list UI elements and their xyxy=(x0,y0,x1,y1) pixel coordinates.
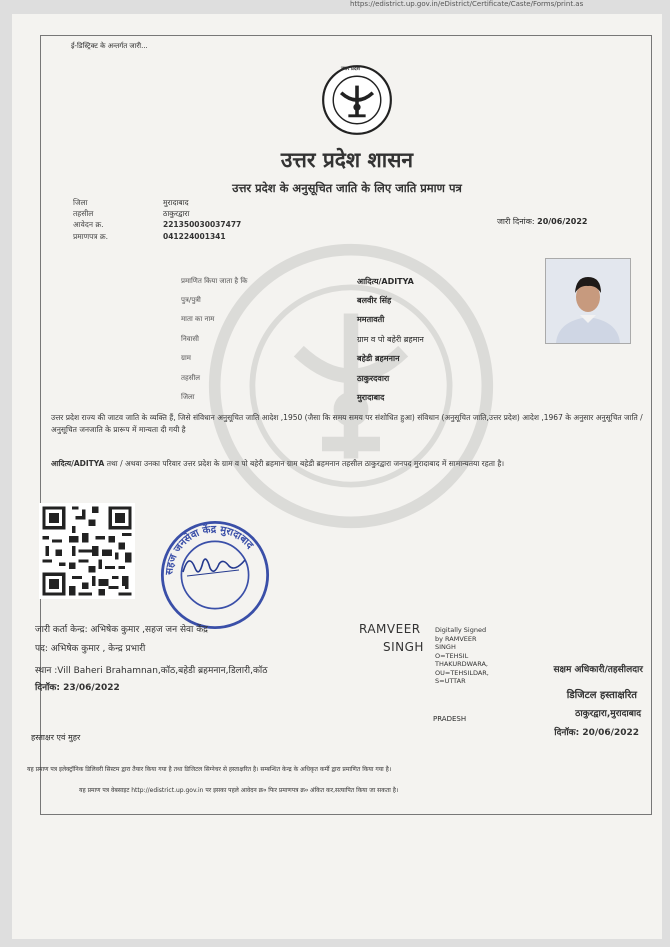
qr-code-icon xyxy=(39,503,135,599)
issuer-place: स्थान :Vill Baheri Brahamnan,कॉठ,बहेडी ब्रहमनान,डिलारी,कॉठ xyxy=(35,666,268,676)
meta-value-certificate-no: 041224001341 xyxy=(163,232,226,241)
meta-value-application-no: 221350030037477 xyxy=(163,220,242,229)
dsig-line: by RAMVEER xyxy=(435,634,477,643)
meta-value-district: मुरादाबाद xyxy=(163,198,189,207)
issuer-center: जारी कर्ता केन्द्र: अभिषेक कुमार ,सहज जन सेवा केंद्र xyxy=(35,625,208,635)
footnote-verify: यह प्रमाण पत्र वेबसाइट http://edistrict.up.gov.in पर इसका पहले आवेदन क्र० फिर प्रमाणपत्र क्र० अंकित कर,सत्यापित किया जा सकता है। xyxy=(79,787,399,794)
residence-statement xyxy=(51,458,643,470)
browser-url: https://edistrict.up.gov.in/eDistrict/Certificate/Caste/Forms/print.as xyxy=(350,0,584,8)
field-label-mother: माता का नाम xyxy=(181,315,215,323)
certificate-title: उत्तर प्रदेश शासन xyxy=(280,148,414,172)
issuer-post: पद: अभिषेक कुमार , केन्द्र प्रभारी xyxy=(35,644,146,654)
signer-name-line1: RAMVEER xyxy=(359,622,421,636)
certificate-subtitle: उत्तर प्रदेश के अनुसूचित जाति के लिए जाति प्रमाण पत्र xyxy=(232,181,462,195)
meta-label-tehsil: तहसील xyxy=(73,209,94,218)
field-label-certified: प्रमाणित किया जाता है कि xyxy=(181,277,248,285)
issue-date-label: जारी दिनांक: xyxy=(497,217,535,226)
dsig-line: THAKURDWARA, xyxy=(435,660,488,668)
field-value-resident: ग्राम व पो बहेरी ब्रहमान xyxy=(357,335,424,344)
certificate xyxy=(27,35,652,815)
meta-label-application-no: आवेदन क्र. xyxy=(73,220,104,229)
field-label-resident: निवासी xyxy=(181,335,199,343)
issuer-date: दिनॉक: 23/06/2022 xyxy=(35,683,120,693)
residence-name: आदित्य/ADITYA xyxy=(51,459,105,468)
residence-text: तथा / अथवा उनका परिवार उत्तर प्रदेश के ग्राम व पो बहेरी ब्रहमान ग्राम बहेडी ब्रहमनान तहसील ठाकुरद्वारा जनपद मुरादाबाद में सामान्यतया रहता है। xyxy=(104,459,505,468)
watermark-emblem-icon xyxy=(206,241,496,531)
printed-page xyxy=(12,14,662,939)
emblem-caption: उत्तर प्रदेश xyxy=(341,66,360,72)
field-label-tehsil: तहसील xyxy=(181,374,200,382)
dsig-line: O=TEHSIL xyxy=(435,651,469,660)
field-label-district: जिला xyxy=(181,393,195,401)
officer-title: सक्षम अधिकारी/तहसीलदार xyxy=(553,665,643,675)
field-value-parent: बलवीर सिंह xyxy=(357,296,392,305)
digital-signature-details xyxy=(435,626,489,686)
field-value-mother: ममतावती xyxy=(357,315,385,324)
meta-label-certificate-no: प्रमाणपत्र क्र. xyxy=(73,232,109,241)
issue-date-value: 20/06/2022 xyxy=(537,217,588,226)
signature-scribble-icon xyxy=(179,546,249,582)
meta-value-tehsil: ठाकुरद्वारा xyxy=(163,209,190,218)
field-value-tehsil: ठाकुरदवारा xyxy=(357,374,390,383)
dsig-line: OU=TEHSILDAR, xyxy=(435,668,489,677)
signer-name-line2: SINGH xyxy=(383,640,424,654)
dsig-line: S=UTTAR xyxy=(435,677,466,685)
officer-signed: डिजिटल हस्ताक्षरित xyxy=(566,690,637,701)
seal-text: सहज जनसेवा केंद्र मुरादाबाद xyxy=(164,524,256,576)
footnote-delivery: यह प्रमाण पत्र इलेक्ट्रॉनिक डिलिवरी सिस्टम द्वारा तैयार किया गया है तथा डिजिटल सिग्नेचर से हस्ताक्षरित है। सम्बन्धित केन्द्र के अधिकृत कर्मी द्वारा प्रमाणित किया गया है। xyxy=(27,766,392,773)
person-photo-icon xyxy=(546,259,630,343)
field-value-name: आदित्य/ADITYA xyxy=(357,277,414,286)
meta-label-district: जिला xyxy=(73,198,88,207)
caste-statement: उत्तर प्रदेश राज्य की जाटव जाति के व्यक्ति हैं, जिसे संविधान अनुसूचित जाति आदेश ,1950 (जैसा कि समय समय पर संशोधित हुआ) संविधान (अनुसूचित जाति,उत्तर प्रदेश) आदेश ,1967 के अनुसार अनुसूचित जाति / अनुसूचित जनजाति के प्रारूप में मान्यता दी गयी है xyxy=(51,413,643,434)
officer-date: दिनॉक: 20/06/2022 xyxy=(554,728,639,738)
top-note: ई-डिस्ट्रिक्ट के अन्तर्गत जारी... xyxy=(71,42,148,50)
field-value-district: मुरादाबाद xyxy=(357,393,385,402)
dsig-line: SINGH xyxy=(435,643,456,651)
applicant-photo xyxy=(545,258,631,344)
field-label-village: ग्राम xyxy=(181,354,191,362)
field-value-village: बहेडी ब्रहमनान xyxy=(357,354,400,363)
dsig-line: Digitally Signed xyxy=(435,626,487,634)
officer-place: ठाकुरद्वारा,मुरादाबाद xyxy=(575,709,641,719)
dsig-line-state: PRADESH xyxy=(433,715,467,723)
up-emblem-icon xyxy=(321,64,393,136)
signature-label: हस्ताक्षर एवं मुहर xyxy=(31,733,81,742)
field-label-parent: पुत्र/पुत्री xyxy=(181,296,201,304)
issue-date xyxy=(497,216,588,227)
